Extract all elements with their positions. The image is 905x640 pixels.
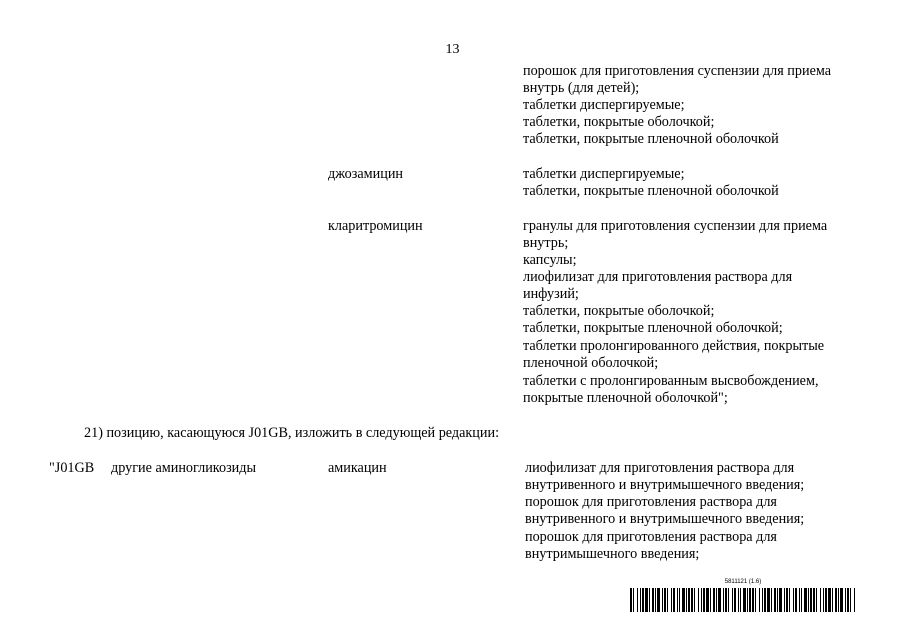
barcode-bar <box>732 588 733 612</box>
barcode-bar <box>664 588 666 612</box>
dosage-form-line: таблетки, покрытые оболочкой; <box>523 303 715 319</box>
dosage-form-line: пленочной оболочкой; <box>523 355 659 371</box>
page-number: 13 <box>445 42 460 57</box>
barcode-bar <box>637 588 638 612</box>
dosage-form-line: капсулы; <box>523 252 577 268</box>
amendment-instruction: 21) позицию, касающуюся J01GB, изложить в следующей редакции: <box>84 425 500 441</box>
barcode-bar <box>755 588 756 612</box>
barcode-bar <box>713 588 715 612</box>
barcode-bar <box>838 588 839 612</box>
dosage-form-line: таблетки пролонгированного действия, покрытые <box>523 338 825 354</box>
barcode-bar <box>808 588 809 612</box>
dosage-form-line: порошок для приготовления раствора для <box>525 529 777 545</box>
dosage-form-line: таблетки, покрытые пленочной оболочкой <box>523 131 779 147</box>
dosage-form-line: таблетки, покрытые пленочной оболочкой; <box>523 320 783 336</box>
barcode-bar <box>679 588 680 612</box>
drug-name: амикацин <box>328 460 387 476</box>
barcode-bar <box>749 588 751 612</box>
barcode-bar <box>747 588 748 612</box>
dosage-form-line: внутрь; <box>523 235 569 251</box>
barcode-bar <box>840 588 843 612</box>
barcode-bar <box>642 588 644 612</box>
barcode-bar <box>688 588 690 612</box>
barcode-bar <box>718 588 721 612</box>
barcode-bar <box>795 588 797 612</box>
dosage-form-line: порошок для приготовления раствора для <box>525 494 777 510</box>
barcode-bar <box>649 588 650 612</box>
barcode-bar <box>793 588 794 612</box>
dosage-form-line: таблетки, покрытые пленочной оболочкой <box>523 183 779 199</box>
dosage-form-line: внутривенного и внутримышечного введения; <box>525 511 805 527</box>
barcode-bar <box>677 588 678 612</box>
barcode-bar <box>633 588 634 612</box>
dosage-form-line: таблетки, покрытые оболочкой; <box>523 114 715 130</box>
dosage-form-line: таблетки с пролонгированным высвобождением, <box>523 373 819 389</box>
dosage-form-line: порошок для приготовления суспензии для приема <box>523 63 832 79</box>
barcode-bar <box>816 588 817 612</box>
dosage-form-line: внутримышечного введения; <box>525 546 700 562</box>
barcode-bar <box>771 588 772 612</box>
document-barcode <box>630 580 856 612</box>
barcode-bar <box>657 588 660 612</box>
atc-group-name: другие аминогликозиды <box>111 460 257 476</box>
barcode-bar <box>655 588 656 612</box>
barcode-bar <box>743 588 746 612</box>
barcode-bar <box>738 588 739 612</box>
barcode-bar <box>725 588 727 612</box>
barcode-bar <box>850 588 851 612</box>
barcode-bar <box>762 588 763 612</box>
dosage-form-line: лиофилизат для приготовления раствора для <box>523 269 793 285</box>
barcode-bar <box>786 588 788 612</box>
barcode-bar <box>854 588 855 612</box>
dosage-form-line: внутривенного и внутримышечного введения; <box>525 477 805 493</box>
barcode-bar <box>652 588 654 612</box>
barcode-bar <box>813 588 815 612</box>
barcode-bar <box>740 588 741 612</box>
barcode-bar <box>828 588 831 612</box>
barcode-bar <box>671 588 672 612</box>
barcode-bar <box>691 588 693 612</box>
barcode-bar <box>759 588 760 612</box>
barcode-bar <box>686 588 687 612</box>
barcode-bar <box>784 588 785 612</box>
barcode-bar <box>645 588 648 612</box>
barcode-bar <box>789 588 790 612</box>
barcode-bar <box>764 588 766 612</box>
barcode-bar <box>845 588 846 612</box>
barcode-bar <box>698 588 699 612</box>
barcode-graphic <box>630 588 856 612</box>
barcode-bar <box>706 588 709 612</box>
dosage-form-line: лиофилизат для приготовления раствора для <box>525 460 795 476</box>
dosage-form-line: покрытые пленочной оболочкой"; <box>523 390 728 406</box>
barcode-bar <box>774 588 776 612</box>
barcode-bar <box>801 588 802 612</box>
barcode-bar <box>835 588 837 612</box>
barcode-bar <box>752 588 754 612</box>
barcode-bar <box>682 588 685 612</box>
barcode-bar <box>710 588 711 612</box>
barcode-bar <box>667 588 668 612</box>
barcode-bar <box>810 588 812 612</box>
barcode-bar <box>767 588 770 612</box>
barcode-bar <box>832 588 833 612</box>
dosage-form-line: гранулы для приготовления суспензии для приема <box>523 218 828 234</box>
barcode-bar <box>779 588 782 612</box>
dosage-form-line: таблетки диспергируемые; <box>523 97 685 113</box>
barcode-bar <box>804 588 807 612</box>
barcode-bar <box>820 588 821 612</box>
barcode-bar <box>673 588 675 612</box>
barcode-bar <box>728 588 729 612</box>
barcode-bar <box>630 588 632 612</box>
dosage-form-line: инфузий; <box>523 286 579 302</box>
barcode-bar <box>716 588 717 612</box>
barcode-bar <box>799 588 800 612</box>
barcode-bar <box>777 588 778 612</box>
barcode-bar <box>703 588 705 612</box>
barcode-bar <box>694 588 695 612</box>
barcode-bar <box>723 588 724 612</box>
barcode-bar <box>734 588 736 612</box>
dosage-form-line: таблетки диспергируемые; <box>523 166 685 182</box>
barcode-bar <box>701 588 702 612</box>
barcode-bar <box>823 588 824 612</box>
dosage-form-line: внутрь (для детей); <box>523 80 640 96</box>
barcode-bar <box>847 588 849 612</box>
barcode-label: 5811121 (1.6) <box>724 579 762 585</box>
barcode-bar <box>825 588 827 612</box>
drug-name: кларитромицин <box>328 218 423 234</box>
barcode-bar <box>662 588 663 612</box>
atc-code: "J01GB <box>49 460 95 476</box>
barcode-bar <box>640 588 641 612</box>
drug-name: джозамицин <box>328 166 404 182</box>
